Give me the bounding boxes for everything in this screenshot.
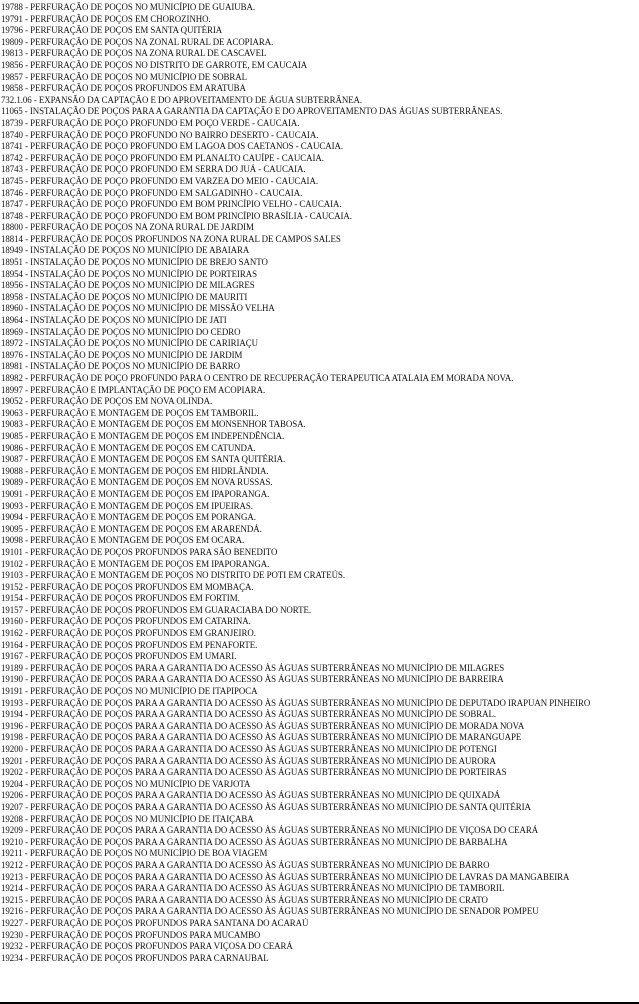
list-item: 19232 - PERFURAÇÃO DE POÇOS PROFUNDOS PARA VIÇOSA DO CEARÁ xyxy=(1,941,293,952)
list-item: 19857 - PERFURAÇÃO DE POÇOS NO MUNICÍPIO DE SOBRAL xyxy=(1,71,248,82)
list-item: 19189 - PERFURAÇÃO DE POÇOS PARA A GARANTIA DO ACESSO ÀS ÁGUAS SUBTERRÂNEAS NO MUNICÍPIO DE MILAGRES xyxy=(1,662,505,673)
list-item: 19103 - PERFURAÇÃO E MONTAGEM DE POÇOS NO DISTRITO DE POTI EM CRATEÚS. xyxy=(1,570,345,581)
list-item: 19063 - PERFURAÇÃO E MONTAGEM DE POÇOS EM TAMBORIL. xyxy=(1,407,259,418)
list-item: 19164 - PERFURAÇÃO DE POÇOS PROFUNDOS EM PENAFORTE. xyxy=(1,639,258,650)
list-item: 19208 - PERFURAÇÃO DE POÇOS NO MUNICÍPIO DE ITAIÇABA xyxy=(1,813,254,824)
list-item: 19154 - PERFURAÇÃO DE POÇOS PROFUNDOS EM FORTIM. xyxy=(1,593,240,604)
list-item: 19813 - PERFURAÇÃO DE POÇOS NA ZONA RURAL DE CASCAVEL xyxy=(1,48,267,59)
list-item: 18746 - PERFURAÇÃO DE POÇO PROFUNDO EM SALGADINHO - CAUCAIA. xyxy=(1,187,303,198)
list-item: 18745 - PERFURAÇÃO DE POÇO PROFUNDO EM VARZEA DO MEIO - CAUCAIA. xyxy=(1,175,318,186)
list-item: 19089 - PERFURAÇÃO E MONTAGEM DE POÇOS EM NOVA RUSSAS. xyxy=(1,477,273,488)
list-item: 19856 - PERFURAÇÃO DE POÇOS NO DISTRITO DE GARROTE, EM CAUCAIA xyxy=(1,59,308,70)
list-item: 19213 - PERFURAÇÃO DE POÇOS PARA A GARANTIA DO ACESSO ÀS ÁGUAS SUBTERRÂNEAS NO MUNICÍPIO DE LAVRAS DA MANGABEIRA xyxy=(1,871,570,882)
list-item: 19094 - PERFURAÇÃO E MONTAGEM DE POÇOS EM PORANGA. xyxy=(1,512,256,523)
list-item: 19234 - PERFURAÇÃO DE POÇOS PROFUNDOS PARA CARNAUBAL xyxy=(1,952,269,963)
list-item: 18951 - INSTALAÇÃO DE POÇOS NO MUNICÍPIO DE BREJO SANTO xyxy=(1,257,268,268)
list-item: 732.1.06 - EXPANSÃO DA CAPTAÇÃO E DO APROVEITAMENTO DE ÁGUA SUBTERRÂNEA. xyxy=(1,94,363,105)
list-item: 18747 - PERFURAÇÃO DE POÇO PROFUNDO EM BOM PRINCÍPIO VELHO - CAUCAIA. xyxy=(1,199,342,210)
list-item: 19788 - PERFURAÇÃO DE POÇOS NO MUNICÍPIO DE GUAIUBA. xyxy=(1,2,256,12)
list-item: 18800 - PERFURAÇÃO DE POÇOS NA ZONA RURAL DE JARDIM xyxy=(1,222,254,233)
list-item: 19193 - PERFURAÇÃO DE POÇOS PARA A GARANTIA DO ACESSO ÀS ÁGUAS SUBTERRÂNEAS NO MUNICÍPIO DE DEPUTADO IRAPUAN PINHEIRO xyxy=(1,697,591,708)
list-item: 19209 - PERFURAÇÃO DE POÇOS PARA A GARANTIA DO ACESSO ÀS ÁGUAS SUBTERRÂNEAS NO MUNICÍPIO DE VIÇOSA DO CEARÁ xyxy=(1,825,539,836)
list-item: 19791 - PERFURAÇÃO DE POÇOS EM CHOROZINHO. xyxy=(1,13,211,24)
list-item: 19098 - PERFURAÇÃO E MONTAGEM DE POÇOS EM OCARA. xyxy=(1,535,245,546)
list-item: 18972 - INSTALAÇÃO DE POÇOS NO MUNICÍPIO DE CARIRIAÇU xyxy=(1,338,258,349)
document-body xyxy=(0,2,639,964)
list-item: 19200 - PERFURAÇÃO DE POÇOS PARA A GARANTIA DO ACESSO ÀS ÁGUAS SUBTERRÂNEAS NO MUNICÍPIO DE POTENGI xyxy=(1,744,497,754)
list-item: 19101 - PERFURAÇÃO DE POÇOS PROFUNDOS PARA SÃO BENEDITO xyxy=(1,546,278,557)
list-item: 19091 - PERFURAÇÃO E MONTAGEM DE POÇOS EM IPAPORANGA. xyxy=(1,488,270,499)
list-item: 18969 - INSTALAÇÃO DE POÇOS NO MUNICÍPIO DO CEDRO xyxy=(1,326,241,337)
list-item: 19102 - PERFURAÇÃO E MONTAGEM DE POÇOS EM IPAPORANGA. xyxy=(1,558,270,569)
list-item: 18742 - PERFURAÇÃO DE POÇO PROFUNDO EM PLANALTO CAUÍPE - CAUCAIA. xyxy=(1,152,324,163)
list-item: 19858 - PERFURAÇÃO DE POÇOS PROFUNDOS EM ARATUBA xyxy=(1,83,246,94)
list-item: 19093 - PERFURAÇÃO E MONTAGEM DE POÇOS EM IPUEIRAS. xyxy=(1,500,253,511)
list-item: 18997 - PERFURAÇÃO E IMPLANTAÇÃO DE POÇO EM ACOPIARA. xyxy=(1,384,266,395)
list-item: 19083 - PERFURAÇÃO E MONTAGEM DE POÇOS EM MONSENHOR TABOSA. xyxy=(1,419,306,430)
list-item: 19227 - PERFURAÇÃO DE POÇOS PROFUNDOS PARA SANTANA DO ACARAÚ xyxy=(1,917,309,928)
list-item: 18956 - INSTALAÇÃO DE POÇOS NO MUNICÍPIO DE MILAGRES xyxy=(1,280,255,291)
list-item: 19211 - PERFURAÇÃO DE POÇOS NO MUNICÍPIO DE BOA VIAGEM xyxy=(1,848,268,859)
list-item: 19215 - PERFURAÇÃO DE POÇOS PARA A GARANTIA DO ACESSO ÀS ÁGUAS SUBTERRÂNEAS NO MUNICÍPIO DE CRATO xyxy=(1,894,488,905)
list-item: 19157 - PERFURAÇÃO DE POÇOS PROFUNDOS EM GUARACIABA DO NORTE. xyxy=(1,604,312,615)
list-item: 18743 - PERFURAÇÃO DE POÇO PROFUNDO EM SERRA DO JUÁ - CAUCAIA. xyxy=(1,164,306,175)
list-item: 18949 - INSTALAÇÃO DE POÇOS NO MUNICÍPIO DE ABAIARA xyxy=(1,245,250,256)
list-item: 19212 - PERFURAÇÃO DE POÇOS PARA A GARANTIA DO ACESSO ÀS ÁGUAS SUBTERRÂNEAS NO MUNICÍPIO DE BARRO xyxy=(1,859,490,870)
list-item: 19230 - PERFURAÇÃO DE POÇOS PROFUNDOS PARA MUCAMBO xyxy=(1,929,261,940)
list-item: 19194 - PERFURAÇÃO DE POÇOS PARA A GARANTIA DO ACESSO ÀS ÁGUAS SUBTERRÂNEAS NO MUNICÍPIO DE SOBRAL. xyxy=(1,709,497,720)
list-item: 18741 - PERFURAÇÃO DE POÇO PROFUNDO EM LAGOA DOS CAETANOS - CAUCAIA. xyxy=(1,141,344,152)
list-item: 18982 - PERFURAÇÃO DE POÇO PROFUNDO PARA O CENTRO DE RECUPERAÇÃO TERAPEUTICA ATALAIA EM MORADA NOVA. xyxy=(1,373,514,383)
list-item: 19167 - PERFURAÇÃO DE POÇOS PROFUNDOS EM UMARI. xyxy=(1,651,237,662)
list-item: 18976 - INSTALAÇÃO DE POÇOS NO MUNICÍPIO DE JARDIM xyxy=(1,349,243,360)
list-item: 19190 - PERFURAÇÃO DE POÇOS PARA A GARANTIA DO ACESSO ÀS ÁGUAS SUBTERRÂNEAS NO MUNICÍPIO DE BARREIRA xyxy=(1,674,504,685)
list-item: 19809 - PERFURAÇÃO DE POÇOS NA ZONAL RURAL DE ACOPIARA. xyxy=(1,36,274,47)
list-item: 19152 - PERFURAÇÃO DE POÇOS PROFUNDOS EM MOMBAÇA. xyxy=(1,581,254,592)
list-item: 18748 - PERFURAÇÃO DE POÇO PROFUNDO EM BOM PRINCÍPIO BRASÍLIA - CAUCAIA. xyxy=(1,210,352,221)
list-item: 19796 - PERFURAÇÃO DE POÇOS EM SANTA QUITÉRIA xyxy=(1,25,223,36)
list-item: 19052 - PERFURAÇÃO DE POÇOS EM NOVA OLINDA. xyxy=(1,396,213,407)
list-item: 19204 - PERFURAÇÃO DE POÇOS NO MUNICÍPIO DE VARJOTA xyxy=(1,778,251,789)
list-item: 18739 - PERFURAÇÃO DE POÇO PROFUNDO EM POÇO VERDE - CAUCAIA. xyxy=(1,117,300,128)
list-item: 19206 - PERFURAÇÃO DE POÇOS PARA A GARANTIA DO ACESSO ÀS ÁGUAS SUBTERRÂNEAS NO MUNICÍPIO DE QUIXADÁ xyxy=(1,790,501,801)
list-item: 19198 - PERFURAÇÃO DE POÇOS PARA A GARANTIA DO ACESSO ÀS ÁGUAS SUBTERRÂNEAS NO MUNICÍPIO DE MARANGUAPE xyxy=(1,732,522,743)
list-item: 11065 - INSTALAÇÃO DE POÇOS PARA A GARANTIA DA CAPTAÇÃO E DO APROVEITAMENTO DAS ÁGUAS SUBTERRÂNEAS. xyxy=(1,106,503,117)
list-item: 19085 - PERFURAÇÃO E MONTAGEM DE POÇOS EM INDEPENDÊNCIA. xyxy=(1,430,285,441)
list-item: 18954 - INSTALAÇÃO DE POÇOS NO MUNICÍPIO DE PORTEIRAS xyxy=(1,268,257,279)
list-item: 19207 - PERFURAÇÃO DE POÇOS PARA A GARANTIA DO ACESSO ÀS ÁGUAS SUBTERRÂNEAS NO MUNICÍPIO DE SANTA QUITÉRIA xyxy=(1,801,531,812)
list-item: 18964 - INSTALAÇÃO DE POÇOS NO MUNICÍPIO DE JATI xyxy=(1,315,227,326)
list-item: 19216 - PERFURAÇÃO DE POÇOS PARA A GARANTIA DO ACESSO ÀS ÁGUAS SUBTERRÂNEAS NO MUNICÍPIO DE SENADOR POMPEU xyxy=(1,906,539,917)
list-item: 18981 - INSTALAÇÃO DE POÇOS NO MUNICÍPIO DE BARRO xyxy=(1,361,240,372)
list-item: 19201 - PERFURAÇÃO DE POÇOS PARA A GARANTIA DO ACESSO ÀS ÁGUAS SUBTERRÂNEAS NO MUNICÍPIO DE AURORA xyxy=(1,755,496,766)
list-item: 19196 - PERFURAÇÃO DE POÇOS PARA A GARANTIA DO ACESSO ÀS ÁGUAS SUBTERRÂNEAS NO MUNICÍPIO DE MORADA NOVA xyxy=(1,720,525,731)
list-item: 19086 - PERFURAÇÃO E MONTAGEM DE POÇOS EM CATUNDA. xyxy=(1,442,256,453)
list-item: 19214 - PERFURAÇÃO DE POÇOS PARA A GARANTIA DO ACESSO ÀS ÁGUAS SUBTERRÂNEAS NO MUNICÍPIO DE TAMBORIL xyxy=(1,883,505,894)
list-item: 18814 - PERFURAÇÃO DE POÇOS PROFUNDOS NA ZONA RURAL DE CAMPOS SALES xyxy=(1,233,341,244)
list-item: 19210 - PERFURAÇÃO DE POÇOS PARA A GARANTIA DO ACESSO ÀS ÁGUAS SUBTERRÂNEAS NO MUNICÍPIO DE BARBALHA xyxy=(1,836,508,847)
list-item: 19160 - PERFURAÇÃO DE POÇOS PROFUNDOS EM CATARINA. xyxy=(1,616,251,627)
list-item: 19087 - PERFURAÇÃO E MONTAGEM DE POÇOS EM SANTA QUITÉRIA. xyxy=(1,454,286,465)
list-item: 18740 - PERFURAÇÃO DE POÇO PROFUNDO NO BAIRRO DESERTO - CAUCAIA. xyxy=(1,129,319,140)
list-item: 19191 - PERFURAÇÃO DE POÇOS NO MUNICÍPIO DE ITAPIPOCA xyxy=(1,686,258,697)
list-item: 19162 - PERFURAÇÃO DE POÇOS PROFUNDOS EM GRANJEIRO. xyxy=(1,628,256,639)
list-item: 18960 - INSTALAÇÃO DE POÇOS NO MUNICÍPIO DE MISSÃO VELHA xyxy=(1,303,275,314)
list-item: 19202 - PERFURAÇÃO DE POÇOS PARA A GARANTIA DO ACESSO ÀS ÁGUAS SUBTERRÂNEAS NO MUNICÍPIO DE PORTEIRAS xyxy=(1,767,507,778)
list-item: 18958 - INSTALAÇÃO DE POÇOS NO MUNICÍPIO DE MAURITI xyxy=(1,291,248,302)
list-item: 19088 - PERFURAÇÃO E MONTAGEM DE POÇOS EM HIDRLÂNDIA. xyxy=(1,465,269,476)
list-item: 19095 - PERFURAÇÃO E MONTAGEM DE POÇOS EM ARARENDÁ. xyxy=(1,523,262,534)
